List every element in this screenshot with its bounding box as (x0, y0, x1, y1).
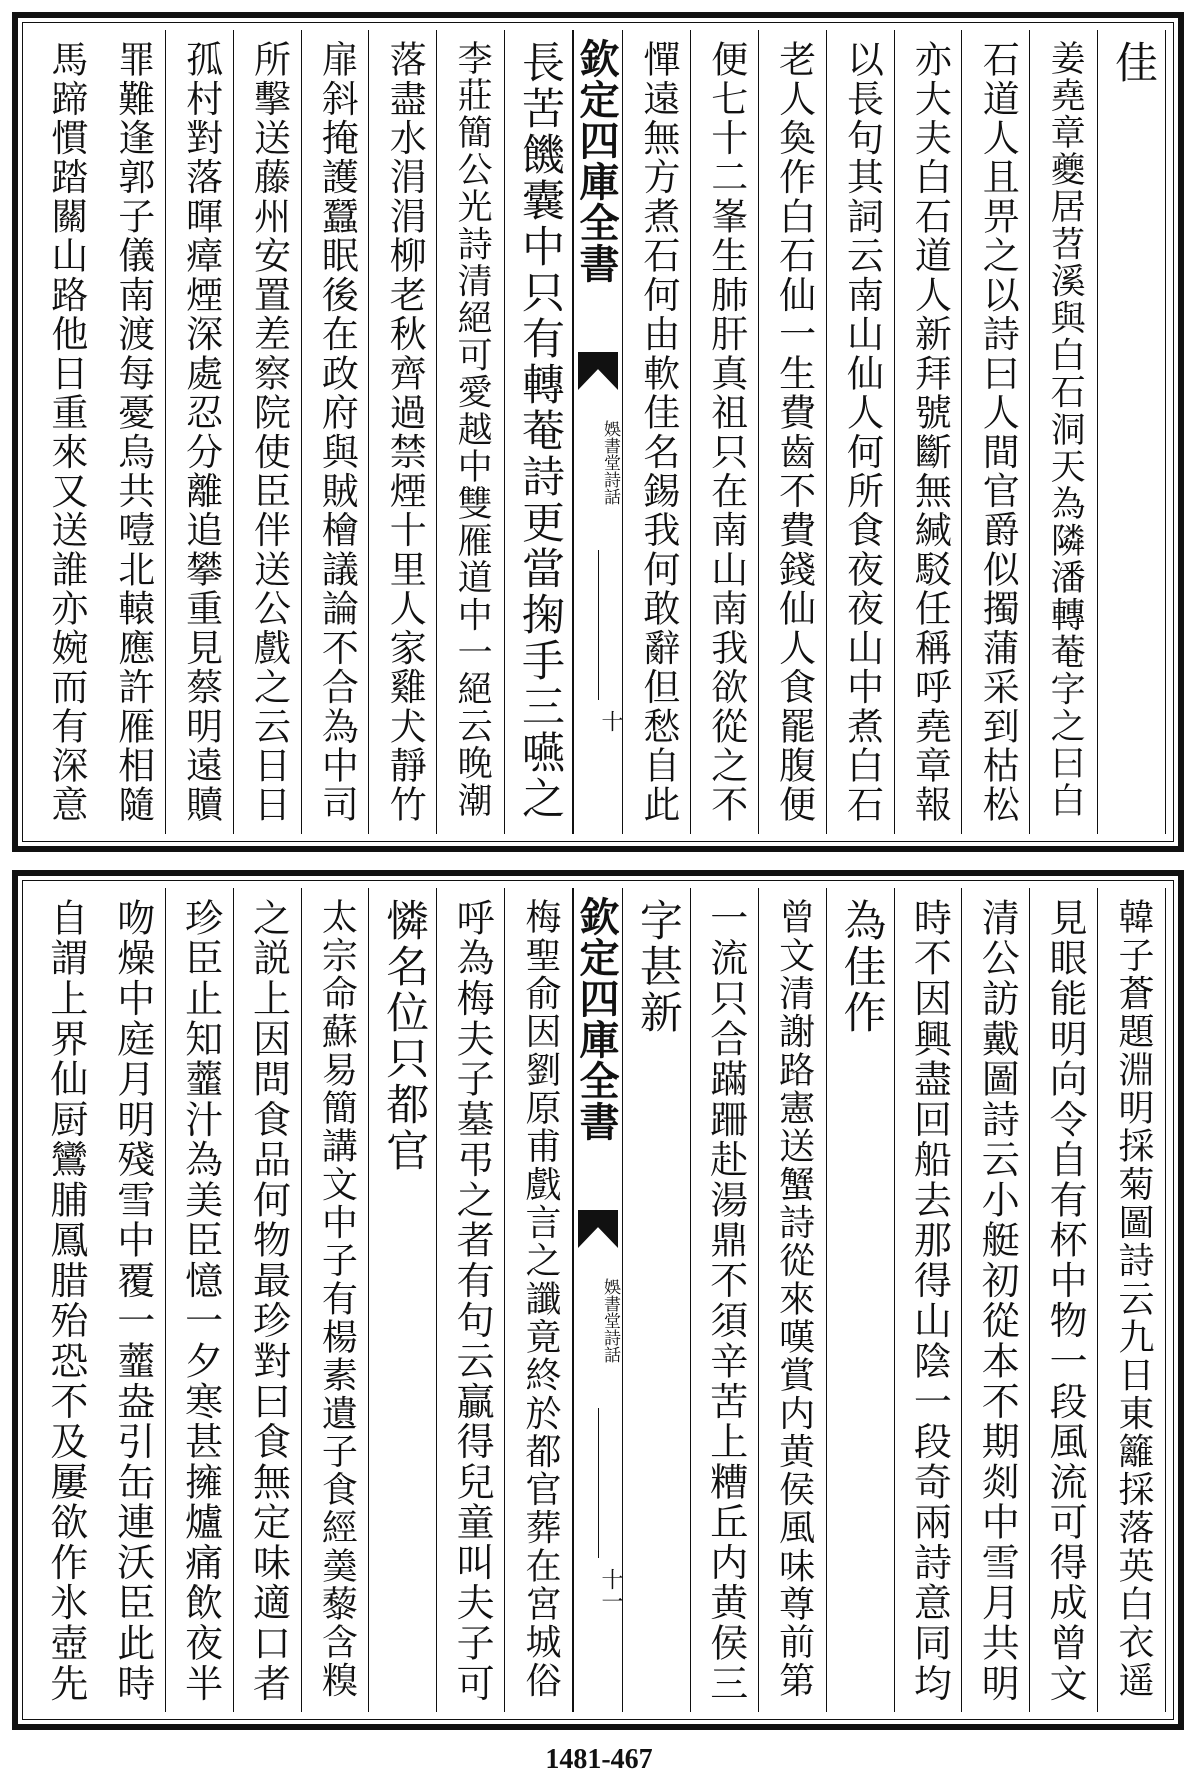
gutter-book-title: 欽定四庫全書 (573, 896, 620, 1142)
gutter-subtitle: 娛書堂詩話 (600, 420, 620, 505)
column-text: 珍臣止知虀汁為美臣憶一夕寒甚擁爐痛飲夜半 (178, 898, 223, 1704)
column-text: 時不因興盡回船去那得山陰一段奇兩詩意同均 (907, 898, 952, 1704)
gutter-rule (598, 1408, 599, 1558)
fish-tail-mark (578, 1210, 618, 1248)
column-text: 自謂上界仙厨鸞脯鳳腊殆恐不及屢欲作氷壺先 (43, 898, 88, 1704)
text-column (369, 888, 437, 1712)
column-text: 吻燥中庭月明殘雪中覆一虀盎引缶連沃臣此時 (110, 898, 155, 1704)
column-text: 扉斜掩護蠶眠後在政府與賊檜議論不合為中司 (315, 40, 359, 825)
column-text: 梅聖俞因劉原甫戲言之讖竟終於都官葬在宮城俗 (520, 898, 561, 1700)
text-column (302, 30, 370, 834)
column-text: 佳 (1108, 40, 1158, 86)
text-column (505, 888, 573, 1712)
text-column (1098, 888, 1166, 1712)
column-text: 為佳作 (836, 898, 887, 1036)
column-text: 見眼能明向令自有杯中物一段風流可得成曾文 (1043, 898, 1088, 1704)
text-column (827, 888, 895, 1712)
text-column (1098, 30, 1166, 834)
column-text: 曾文清謝路憲送蟹詩從來嘆賞内黄侯風味尊前第 (773, 898, 815, 1700)
text-column (437, 30, 505, 834)
column-text: 一流只合蹣跚赴湯鼎不須辛苦上糟丘内黄侯三 (703, 898, 748, 1704)
text-column (691, 30, 759, 834)
column-text: 呼為梅夫子墓弔之者有句云贏得兒童叫夫子可 (450, 898, 495, 1704)
column-text: 清公訪戴圖詩云小艇初從本不期剡中雪月共明 (975, 898, 1020, 1704)
text-column (166, 888, 234, 1712)
column-text: 便七十二峯生肺肝真祖只在南山南我欲從之不 (704, 40, 748, 825)
text-column (30, 888, 98, 1712)
text-column (691, 888, 759, 1712)
text-column (30, 30, 98, 834)
column-text: 韓子蒼題淵明採菊圖詩云九日東籬採落英白衣遥 (1113, 898, 1154, 1700)
fish-tail-mark (578, 352, 618, 390)
column-text: 憐名位只都官 (379, 898, 430, 1174)
gutter-rule (598, 550, 599, 700)
column-text: 李莊簡公光詩清絕可愛越中雙雁道中一絕云晚潮 (452, 40, 493, 820)
gutter-folio: 十 (598, 710, 623, 732)
column-text: 憚遠無方煮石何由軟佳名錫我何敢辭但愁自此 (636, 40, 680, 825)
text-column (759, 888, 827, 1712)
lower-half-page (12, 870, 1184, 1730)
column-text: 罪難逢郭子儀南渡每憂烏共噎北轅應許雁相隨 (111, 40, 155, 825)
center-gutter (573, 30, 623, 834)
column-text: 太宗命蘇易簡講文中子有楊素遺子食經羮藜含糗 (316, 898, 358, 1700)
text-column (505, 30, 573, 834)
text-column (302, 888, 370, 1712)
column-text: 字甚新 (632, 898, 683, 1036)
upper-half-page (12, 12, 1184, 852)
column-text: 之説上因問食品何物最珍對曰食無定味適口者 (246, 898, 291, 1704)
gutter-subtitle: 娛書堂詩話 (600, 1278, 620, 1363)
text-column (962, 888, 1030, 1712)
text-column (895, 888, 963, 1712)
text-column (1030, 888, 1098, 1712)
text-column (895, 30, 963, 834)
gutter-book-title: 欽定四庫全書 (573, 38, 620, 284)
text-column (1030, 30, 1098, 834)
column-text: 馬蹄慣踏關山路他日重來又送誰亦婉而有深意 (44, 40, 88, 825)
text-column (98, 888, 166, 1712)
gutter-folio: 十一 (598, 1568, 623, 1612)
column-text: 亦大夫白石道人新拜號斷無緘駁任稱呼堯章報 (908, 40, 952, 825)
text-column (234, 30, 302, 834)
upper-text-columns (30, 30, 1166, 834)
text-column (962, 30, 1030, 834)
column-text: 老人奐作白石仙一生費齒不費錢仙人食罷腹便 (772, 40, 816, 825)
column-text: 長苦饑囊中只有轉菴詩更當掬手三嚥之 (515, 40, 565, 822)
text-column (623, 888, 691, 1712)
column-text: 所擊送藤州安置差察院使臣伴送公戲之云日日 (247, 40, 291, 825)
text-column (234, 888, 302, 1712)
center-gutter (573, 888, 623, 1712)
text-column (827, 30, 895, 834)
column-text: 孤村對落暉瘴煙深處忍分離追攀重見蔡明遠贖 (179, 40, 223, 825)
text-column (166, 30, 234, 834)
text-column (437, 888, 505, 1712)
column-text: 姜堯章夔居苕溪與白石洞天為隣潘轉菴字之曰白 (1045, 40, 1086, 820)
column-text: 落盡水涓涓柳老秋齊過禁煙十里人家雞犬靜竹 (383, 40, 427, 825)
text-column (759, 30, 827, 834)
text-column (369, 30, 437, 834)
text-column (623, 30, 691, 834)
text-column (98, 30, 166, 834)
column-text: 以長句其詞云南山仙人何所食夜夜山中煮白石 (840, 40, 884, 825)
page-number: 1481-467 (545, 1744, 653, 1775)
lower-text-columns (30, 888, 1166, 1712)
column-text: 石道人且畀之以詩曰人間官爵似擉蒲采到枯松 (976, 40, 1020, 825)
